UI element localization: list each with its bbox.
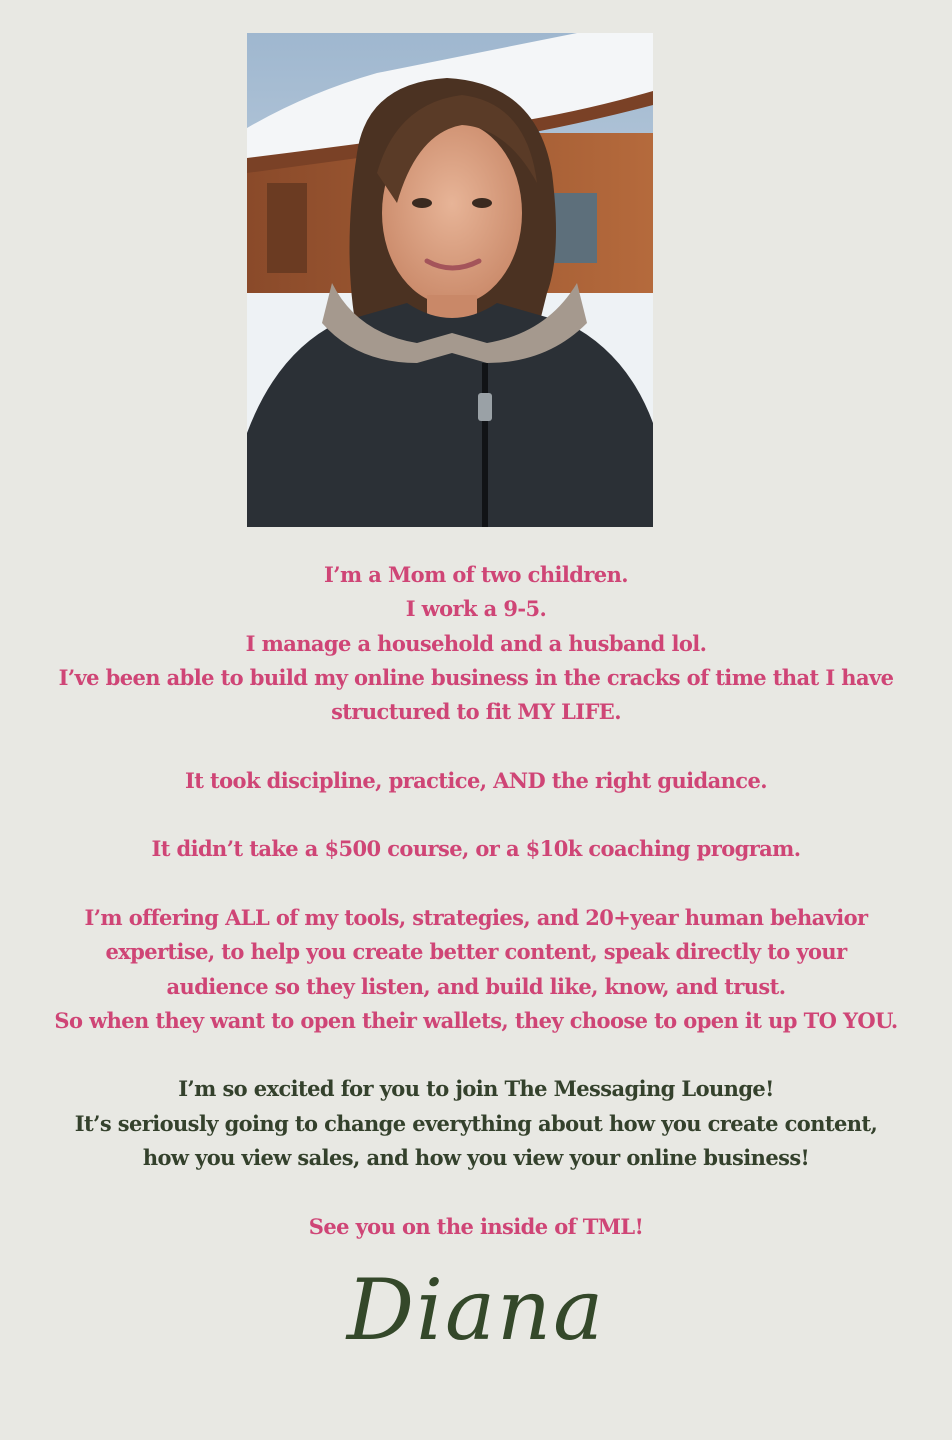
text-line: structured to fit MY LIFE.	[331, 699, 621, 725]
paragraph-discipline	[40, 764, 912, 798]
text-line: expertise, to help you create better content, speak directly to your	[105, 939, 847, 965]
text-line: I’ve been able to build my online business in the cracks of time that I have	[58, 664, 894, 690]
text-line: I’m offering ALL of my tools, strategies, and 20+year human behavior	[84, 904, 868, 930]
text-line: I’m so excited for you to join The Messaging Lounge!	[178, 1076, 774, 1102]
text-line: I’m a Mom of two children.	[324, 562, 628, 587]
text-line: So when they want to open their wallets, they choose to open it up TO YOU.	[54, 1007, 898, 1033]
text-line: See you on the inside of TML!	[308, 1213, 644, 1239]
paragraph-excited	[40, 1072, 912, 1175]
text-line: audience so they listen, and build like, know, and trust.	[166, 973, 786, 999]
text-line: I manage a household and a husband lol.	[245, 630, 707, 656]
text-line: It didn’t take a $500 course, or a $10k coaching program.	[151, 836, 801, 862]
profile-photo	[247, 33, 653, 527]
portrait-photo-icon	[247, 33, 653, 527]
paragraph-spacer	[40, 1175, 912, 1209]
message-body	[40, 558, 912, 1244]
text-line: how you view sales, and how you view your online business!	[142, 1145, 810, 1171]
paragraph-spacer	[40, 729, 912, 763]
paragraph-cost	[40, 832, 912, 866]
paragraph-spacer	[40, 798, 912, 832]
text-line: It took discipline, practice, AND the right guidance.	[185, 767, 767, 793]
paragraph-offer	[40, 901, 912, 1038]
paragraph-intro	[40, 558, 912, 729]
text-line: It’s seriously going to change everything about how you create content,	[74, 1110, 878, 1136]
paragraph-closing	[40, 1210, 912, 1244]
paragraph-spacer	[40, 1038, 912, 1072]
paragraph-spacer	[40, 867, 912, 901]
signature: Diana	[346, 1261, 606, 1359]
text-line: I work a 9-5.	[405, 596, 547, 622]
